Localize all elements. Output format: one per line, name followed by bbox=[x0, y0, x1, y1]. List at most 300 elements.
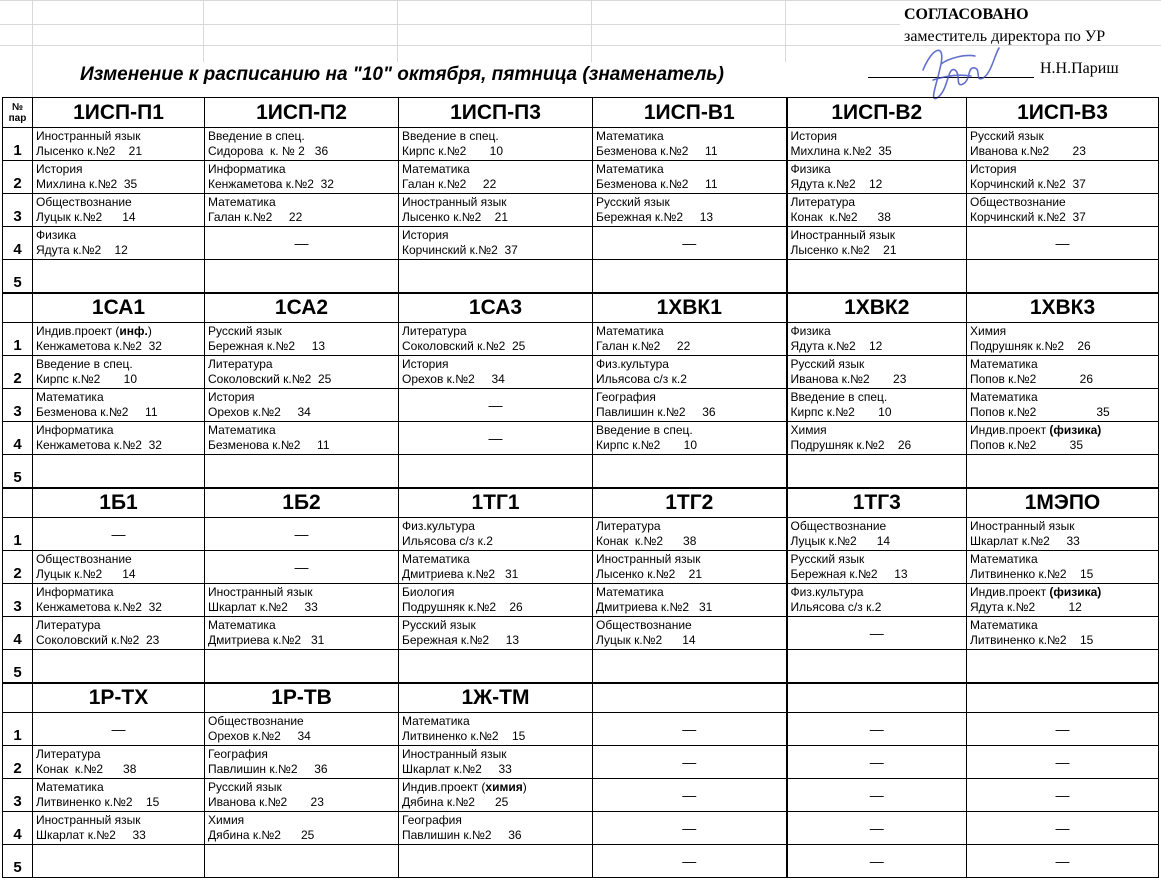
subject bbox=[970, 129, 1158, 144]
subject-name: Математика bbox=[970, 390, 1038, 404]
lesson-cell bbox=[205, 389, 399, 422]
teacher-room: Иванова к.№2 23 bbox=[790, 372, 907, 386]
empty-cell bbox=[205, 260, 399, 293]
subject bbox=[208, 585, 398, 600]
subject bbox=[791, 357, 967, 372]
teacher-room: Сидорова к. № 2 36 bbox=[208, 144, 329, 158]
teacher-room: Кенжаметова к.№2 32 bbox=[36, 600, 162, 614]
lesson-cell bbox=[33, 128, 205, 161]
lesson-cell bbox=[205, 746, 399, 779]
group-name bbox=[787, 683, 967, 713]
subject-topic: химия bbox=[485, 780, 523, 794]
lesson-cell bbox=[787, 518, 967, 551]
group-name: 1Р-ТВ bbox=[205, 683, 399, 713]
subject-name: Индив.проект bbox=[970, 423, 1050, 437]
subject-name: Обществознание bbox=[596, 618, 692, 632]
subject-name: Математика bbox=[208, 195, 276, 209]
no-lesson-dash: — bbox=[787, 617, 967, 650]
lesson-cell bbox=[787, 584, 967, 617]
teacher-room: Лысенко к.№2 21 bbox=[790, 243, 897, 257]
pair-number: 5 bbox=[3, 260, 33, 293]
teacher-room: Корчинский к.№2 37 bbox=[970, 177, 1086, 191]
lesson-cell bbox=[593, 617, 787, 650]
lesson-cell bbox=[787, 323, 967, 356]
teacher-room: Кирпс к.№2 10 bbox=[402, 144, 504, 158]
lesson-cell bbox=[593, 128, 787, 161]
pair-number: 2 bbox=[3, 551, 33, 584]
subject bbox=[970, 357, 1158, 372]
subject bbox=[596, 390, 786, 405]
subject-name: Математика bbox=[36, 780, 104, 794]
subject bbox=[402, 357, 592, 372]
teacher-room: Безменова к.№2 11 bbox=[596, 144, 718, 158]
subject bbox=[36, 813, 204, 828]
subject-name: Иностранный язык bbox=[402, 195, 507, 209]
lesson-cell bbox=[33, 161, 205, 194]
lesson-row bbox=[3, 812, 1159, 845]
subject bbox=[36, 423, 204, 438]
lesson-cell bbox=[967, 422, 1159, 455]
empty-cell bbox=[787, 260, 967, 293]
empty-cell bbox=[593, 650, 787, 683]
subject bbox=[970, 390, 1158, 405]
teacher-room: Кирпс к.№2 10 bbox=[596, 438, 698, 452]
lesson-cell bbox=[967, 389, 1159, 422]
subject-name: Химия bbox=[970, 324, 1007, 338]
group-name: 1Б2 bbox=[205, 488, 399, 518]
subject bbox=[791, 390, 967, 405]
subject-name: Русский язык bbox=[402, 618, 476, 632]
teacher-room: Соколовский к.№2 23 bbox=[36, 633, 160, 647]
lesson-cell bbox=[33, 779, 205, 812]
no-lesson-dash: — bbox=[205, 227, 399, 260]
approval-position: заместитель директора по УР bbox=[904, 28, 1106, 45]
subject-name: География bbox=[208, 747, 268, 761]
subject bbox=[596, 618, 786, 633]
no-lesson-dash: — bbox=[593, 227, 787, 260]
pair-number: 4 bbox=[3, 422, 33, 455]
pair-number: 5 bbox=[3, 650, 33, 683]
pair-number: 5 bbox=[3, 455, 33, 488]
subject bbox=[208, 714, 398, 729]
teacher-room: Безменова к.№2 11 bbox=[596, 177, 718, 191]
subject-name: История bbox=[402, 357, 449, 371]
lesson-row bbox=[3, 260, 1159, 293]
subject bbox=[596, 519, 786, 534]
lesson-cell bbox=[787, 194, 967, 227]
subject-name: Математика bbox=[596, 162, 664, 176]
group-name: 1ИСП-В3 bbox=[967, 98, 1159, 128]
subject-name: Введение в спец. bbox=[208, 129, 305, 143]
lesson-cell bbox=[593, 161, 787, 194]
lesson-cell bbox=[399, 746, 593, 779]
subject-name: Индив.проект ( bbox=[36, 324, 120, 338]
lesson-cell bbox=[33, 617, 205, 650]
subject bbox=[596, 585, 786, 600]
lesson-row bbox=[3, 551, 1159, 584]
lesson-cell bbox=[205, 356, 399, 389]
group-header-row bbox=[3, 683, 1159, 713]
subject-name: Физика bbox=[790, 162, 831, 176]
lesson-cell bbox=[33, 356, 205, 389]
subject-name: История bbox=[208, 390, 255, 404]
subject-name: Математика bbox=[402, 714, 470, 728]
subject bbox=[402, 324, 592, 339]
subject-name: Литература bbox=[790, 195, 856, 209]
subject bbox=[36, 552, 204, 567]
subject-name: Математика bbox=[970, 552, 1038, 566]
schedule-table bbox=[2, 97, 1159, 878]
teacher-room: Литвиненко к.№2 15 bbox=[402, 729, 526, 743]
teacher-room: Безменова к.№2 11 bbox=[36, 405, 158, 419]
subject-name: Иностранный язык bbox=[970, 519, 1075, 533]
teacher-room: Ядута к.№2 12 bbox=[790, 339, 883, 353]
lesson-cell bbox=[593, 551, 787, 584]
lesson-cell bbox=[205, 422, 399, 455]
lesson-row bbox=[3, 584, 1159, 617]
group-name: 1СА3 bbox=[399, 293, 593, 323]
gridline bbox=[32, 0, 33, 97]
subject-name: Химия bbox=[790, 423, 827, 437]
subject bbox=[402, 228, 592, 243]
pair-number: 4 bbox=[3, 227, 33, 260]
subject-name: Физика bbox=[790, 324, 831, 338]
subject-name: Биология bbox=[402, 585, 455, 599]
pair-number: 1 bbox=[3, 518, 33, 551]
subject-name: Введение в спец. bbox=[596, 423, 693, 437]
group-name: 1ИСП-П3 bbox=[399, 98, 593, 128]
lesson-cell bbox=[967, 617, 1159, 650]
lesson-cell bbox=[593, 584, 787, 617]
no-lesson-dash: — bbox=[967, 845, 1159, 878]
teacher-room: Дмитриева к.№2 31 bbox=[402, 567, 519, 581]
subject-name: История bbox=[970, 162, 1017, 176]
no-lesson-dash: — bbox=[33, 518, 205, 551]
lesson-cell bbox=[33, 389, 205, 422]
subject bbox=[970, 195, 1158, 210]
subject bbox=[791, 195, 967, 210]
lesson-cell bbox=[787, 128, 967, 161]
lesson-cell bbox=[787, 389, 967, 422]
no-lesson-dash: — bbox=[967, 746, 1159, 779]
subject bbox=[596, 423, 786, 438]
subject-name: Математика bbox=[970, 357, 1038, 371]
subject-name: Русский язык bbox=[790, 552, 865, 566]
subject-name: География bbox=[596, 390, 656, 404]
lesson-cell bbox=[593, 356, 787, 389]
group-name: 1Р-ТХ bbox=[33, 683, 205, 713]
lesson-cell bbox=[205, 128, 399, 161]
no-lesson-dash: — bbox=[787, 779, 967, 812]
lesson-row bbox=[3, 455, 1159, 488]
lesson-row bbox=[3, 356, 1159, 389]
subject-name: Введение в спец. bbox=[36, 357, 133, 371]
subject bbox=[791, 324, 967, 339]
teacher-room: Конак к.№2 38 bbox=[790, 210, 891, 224]
subject bbox=[970, 585, 1158, 600]
lesson-cell bbox=[399, 227, 593, 260]
no-lesson-dash: — bbox=[967, 779, 1159, 812]
empty-cell bbox=[399, 260, 593, 293]
pair-number-header bbox=[3, 683, 33, 713]
gridline bbox=[203, 0, 204, 62]
subject bbox=[36, 228, 204, 243]
lesson-cell bbox=[205, 194, 399, 227]
subject bbox=[208, 129, 398, 144]
lesson-cell bbox=[205, 584, 399, 617]
empty-cell bbox=[33, 845, 205, 878]
subject-name: Русский язык bbox=[970, 129, 1044, 143]
teacher-room: Шкарлат к.№2 33 bbox=[208, 600, 318, 614]
lesson-cell bbox=[967, 356, 1159, 389]
group-name: 1ТГ1 bbox=[399, 488, 593, 518]
subject-name: Литература bbox=[402, 324, 467, 338]
empty-cell bbox=[967, 455, 1159, 488]
pair-number-header: № пар bbox=[3, 98, 33, 128]
subject-topic: (физика) bbox=[1049, 585, 1102, 599]
subject-topic: инф. bbox=[119, 324, 148, 338]
teacher-room: Галан к.№2 22 bbox=[402, 177, 497, 191]
no-lesson-dash: — bbox=[593, 779, 787, 812]
lesson-row bbox=[3, 713, 1159, 746]
empty-cell bbox=[399, 650, 593, 683]
empty-cell bbox=[205, 845, 399, 878]
group-name: 1ХВК2 bbox=[787, 293, 967, 323]
subject-name: Физ.культура bbox=[790, 585, 864, 599]
pair-number: 5 bbox=[3, 845, 33, 878]
lesson-cell bbox=[399, 713, 593, 746]
teacher-room: Ядута к.№2 12 bbox=[790, 177, 883, 191]
subject bbox=[402, 552, 592, 567]
group-name: 1СА1 bbox=[33, 293, 205, 323]
pair-number-header bbox=[3, 293, 33, 323]
subject bbox=[36, 390, 204, 405]
subject-name: Математика bbox=[596, 585, 664, 599]
teacher-room: Литвиненко к.№2 15 bbox=[970, 633, 1094, 647]
lesson-row bbox=[3, 779, 1159, 812]
subject bbox=[208, 324, 398, 339]
lesson-cell bbox=[967, 551, 1159, 584]
no-lesson-dash: — bbox=[205, 551, 399, 584]
empty-cell bbox=[399, 455, 593, 488]
lesson-cell bbox=[205, 161, 399, 194]
no-lesson-dash: — bbox=[33, 713, 205, 746]
subject bbox=[596, 324, 786, 339]
lesson-cell bbox=[205, 812, 399, 845]
teacher-room: Попов к.№2 26 bbox=[970, 372, 1093, 386]
subject bbox=[402, 747, 592, 762]
subject bbox=[208, 747, 398, 762]
teacher-room: Павлишин к.№2 36 bbox=[402, 828, 522, 842]
teacher-room: Соколовский к.№2 25 bbox=[402, 339, 526, 353]
lesson-cell bbox=[399, 551, 593, 584]
subject-name: Иностранный язык bbox=[36, 129, 141, 143]
lesson-row bbox=[3, 746, 1159, 779]
empty-cell bbox=[399, 845, 593, 878]
teacher-room: Ильясова с/з к.2 bbox=[790, 600, 882, 614]
lesson-row bbox=[3, 518, 1159, 551]
group-name: 1ХВК1 bbox=[593, 293, 787, 323]
no-lesson-dash: — bbox=[967, 227, 1159, 260]
subject-name: Информатика bbox=[36, 585, 114, 599]
subject-name: Иностранный язык bbox=[208, 585, 313, 599]
lesson-cell bbox=[399, 812, 593, 845]
subject-name: Введение в спец. bbox=[402, 129, 499, 143]
subject-name: Химия bbox=[208, 813, 245, 827]
no-lesson-dash: — bbox=[593, 746, 787, 779]
empty-cell bbox=[33, 455, 205, 488]
no-lesson-dash: — bbox=[787, 713, 967, 746]
lesson-cell bbox=[967, 161, 1159, 194]
lesson-cell bbox=[399, 779, 593, 812]
lesson-cell bbox=[967, 518, 1159, 551]
lesson-row bbox=[3, 845, 1159, 878]
subject bbox=[596, 195, 786, 210]
subject bbox=[208, 357, 398, 372]
teacher-room: Дябина к.№2 25 bbox=[402, 795, 509, 809]
subject bbox=[402, 129, 592, 144]
lesson-row bbox=[3, 422, 1159, 455]
group-name: 1ИСП-П1 bbox=[33, 98, 205, 128]
lesson-cell bbox=[787, 422, 967, 455]
lesson-row bbox=[3, 194, 1159, 227]
subject bbox=[402, 618, 592, 633]
teacher-room: Иванова к.№2 23 bbox=[970, 144, 1086, 158]
lesson-cell bbox=[33, 194, 205, 227]
pair-number: 3 bbox=[3, 194, 33, 227]
group-header-row bbox=[3, 488, 1159, 518]
subject-name: История bbox=[36, 162, 83, 176]
teacher-room: Луцык к.№2 14 bbox=[36, 567, 136, 581]
teacher-room: Дябина к.№2 25 bbox=[208, 828, 315, 842]
lesson-cell bbox=[205, 323, 399, 356]
subject-suffix: ) bbox=[522, 780, 527, 794]
no-lesson-dash: — bbox=[593, 845, 787, 878]
subject-name: Литература bbox=[36, 618, 101, 632]
subject bbox=[970, 324, 1158, 339]
lesson-row bbox=[3, 617, 1159, 650]
group-header-row bbox=[3, 98, 1159, 128]
pair-number: 4 bbox=[3, 617, 33, 650]
subject bbox=[208, 423, 398, 438]
subject bbox=[208, 390, 398, 405]
teacher-room: Михлина к.№2 35 bbox=[36, 177, 138, 191]
pair-number: 2 bbox=[3, 356, 33, 389]
subject bbox=[596, 162, 786, 177]
lesson-row bbox=[3, 389, 1159, 422]
lesson-cell bbox=[33, 422, 205, 455]
subject bbox=[596, 129, 786, 144]
subject-name: История bbox=[790, 129, 838, 143]
pair-number: 1 bbox=[3, 128, 33, 161]
lesson-row bbox=[3, 227, 1159, 260]
no-lesson-dash: — bbox=[967, 812, 1159, 845]
subject bbox=[596, 357, 786, 372]
teacher-room: Бережная к.№2 13 bbox=[208, 339, 326, 353]
subject-name: Индив.проект bbox=[970, 585, 1050, 599]
subject bbox=[402, 813, 592, 828]
subject bbox=[791, 162, 967, 177]
subject-name: Физ.культура bbox=[596, 357, 669, 371]
pair-number: 2 bbox=[3, 161, 33, 194]
subject-name: Русский язык bbox=[208, 324, 282, 338]
empty-cell bbox=[33, 260, 205, 293]
lesson-cell bbox=[593, 389, 787, 422]
teacher-room: Попов к.№2 35 bbox=[970, 438, 1083, 452]
subject bbox=[402, 162, 592, 177]
subject bbox=[791, 129, 967, 144]
lesson-cell bbox=[967, 128, 1159, 161]
group-name: 1МЭПО bbox=[967, 488, 1159, 518]
lesson-cell bbox=[33, 227, 205, 260]
subject bbox=[970, 552, 1158, 567]
subject-suffix: ) bbox=[147, 324, 152, 338]
teacher-room: Орехов к.№2 34 bbox=[402, 372, 505, 386]
group-name: 1ТГ2 bbox=[593, 488, 787, 518]
pair-number: 3 bbox=[3, 779, 33, 812]
subject-name: История bbox=[402, 228, 449, 242]
lesson-cell bbox=[787, 161, 967, 194]
teacher-room: Луцык к.№2 14 bbox=[790, 534, 891, 548]
lesson-cell bbox=[33, 551, 205, 584]
teacher-room: Ильясова с/з к.2 bbox=[596, 372, 687, 386]
subject bbox=[970, 423, 1158, 438]
subject-name: Информатика bbox=[36, 423, 114, 437]
lesson-cell bbox=[967, 584, 1159, 617]
subject-name: Иностранный язык bbox=[790, 228, 896, 242]
subject-name: Физика bbox=[36, 228, 77, 242]
subject-name: Информатика bbox=[208, 162, 286, 176]
teacher-room: Кирпс к.№2 10 bbox=[36, 372, 138, 386]
subject-name: Иностранный язык bbox=[402, 747, 507, 761]
empty-cell bbox=[967, 650, 1159, 683]
subject-name: Русский язык bbox=[790, 357, 865, 371]
teacher-room: Конак к.№2 38 bbox=[596, 534, 697, 548]
gridline bbox=[397, 0, 398, 62]
empty-cell bbox=[33, 650, 205, 683]
subject bbox=[208, 162, 398, 177]
subject-name: Математика bbox=[970, 618, 1038, 632]
teacher-room: Кенжаметова к.№2 32 bbox=[208, 177, 334, 191]
teacher-room: Кенжаметова к.№2 32 bbox=[36, 339, 162, 353]
subject bbox=[791, 423, 967, 438]
teacher-room: Дмитриева к.№2 31 bbox=[208, 633, 325, 647]
subject bbox=[970, 162, 1158, 177]
teacher-room: Литвиненко к.№2 15 bbox=[970, 567, 1094, 581]
no-lesson-dash: — bbox=[787, 746, 967, 779]
subject bbox=[36, 780, 204, 795]
lesson-cell bbox=[593, 422, 787, 455]
teacher-room: Орехов к.№2 34 bbox=[208, 729, 311, 743]
group-name: 1ХВК3 bbox=[967, 293, 1159, 323]
lesson-row bbox=[3, 650, 1159, 683]
pair-number: 1 bbox=[3, 713, 33, 746]
teacher-room: Бережная к.№2 13 bbox=[790, 567, 908, 581]
subject-name: Введение в спец. bbox=[790, 390, 888, 404]
teacher-room: Лысенко к.№2 21 bbox=[36, 144, 143, 158]
subject bbox=[402, 714, 592, 729]
teacher-room: Корчинский к.№2 37 bbox=[402, 243, 518, 257]
subject bbox=[36, 585, 204, 600]
teacher-room: Бережная к.№2 13 bbox=[596, 210, 714, 224]
subject-name: Математика bbox=[402, 162, 470, 176]
group-header-row bbox=[3, 293, 1159, 323]
lesson-cell bbox=[787, 551, 967, 584]
subject bbox=[402, 519, 592, 534]
teacher-room: Шкарлат к.№2 33 bbox=[970, 534, 1080, 548]
teacher-room: Луцык к.№2 14 bbox=[596, 633, 696, 647]
subject bbox=[402, 195, 592, 210]
